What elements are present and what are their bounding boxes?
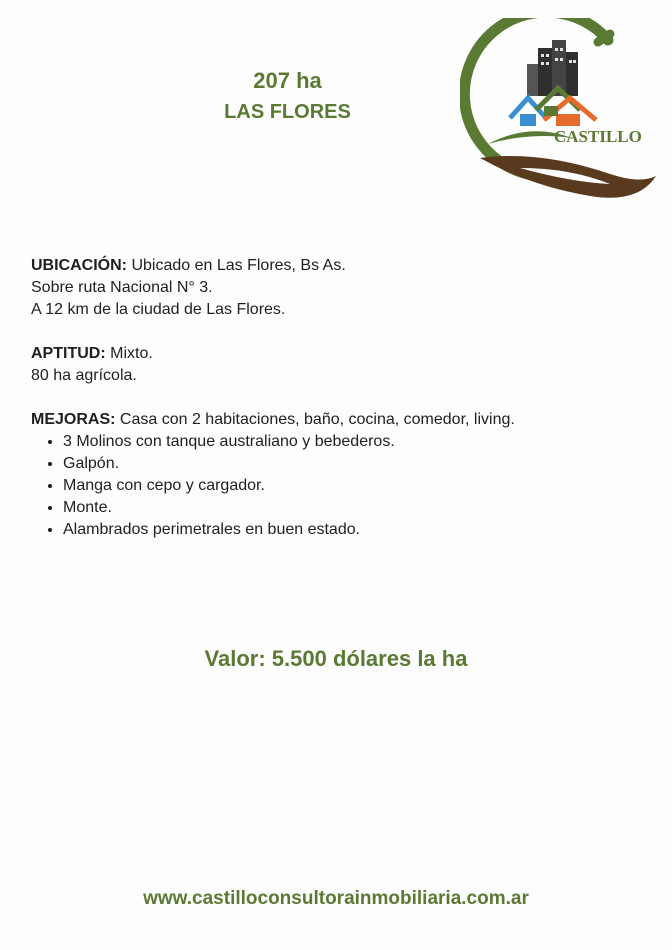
ubicacion-label: UBICACIÓN:: [31, 257, 127, 274]
list-item: • Galpón.: [63, 453, 651, 475]
listing-header: [160, 66, 415, 128]
mejoras-line: [31, 409, 651, 431]
list-item: • 3 Molinos con tanque australiano y bebederos.: [63, 431, 651, 453]
list-item: • Alambrados perimetrales en buen estado.: [63, 519, 651, 541]
price: Valor: 5.500 dólares la ha: [204, 646, 468, 671]
ubicacion-line3: A 12 km de la ciudad de Las Flores.: [31, 301, 286, 318]
castillo-logo: [460, 18, 660, 208]
mejoras-label: MEJORAS:: [31, 411, 116, 428]
ubicacion-section: [31, 255, 651, 321]
listing-area: 207 ha: [253, 68, 322, 93]
listing-details: [31, 255, 651, 563]
mejoras-section: [31, 409, 651, 541]
ubicacion-line: [31, 255, 651, 277]
listing-location: LAS FLORES: [224, 101, 351, 123]
mejoras-intro: Casa con 2 habitaciones, baño, cocina, comedor, living.: [119, 411, 515, 428]
aptitud-label: APTITUD:: [31, 345, 106, 362]
ubicacion-line1: Ubicado en Las Flores, Bs As.: [131, 257, 346, 274]
aptitud-section: [31, 343, 651, 387]
ubicacion-line2: Sobre ruta Nacional N° 3.: [31, 279, 213, 296]
aptitud-line1: Mixto.: [110, 345, 153, 362]
castillo-building-logo-icon: [460, 18, 660, 208]
website-link[interactable]: www.castilloconsultorainmobiliaria.com.ar: [143, 888, 529, 909]
aptitud-line2: 80 ha agrícola.: [31, 367, 137, 384]
mejoras-list: [31, 431, 651, 541]
list-item: • Monte.: [63, 497, 651, 519]
aptitud-line: [31, 343, 651, 365]
list-item: • Manga con cepo y cargador.: [63, 475, 651, 497]
logo-text: CASTILLO: [554, 127, 642, 146]
